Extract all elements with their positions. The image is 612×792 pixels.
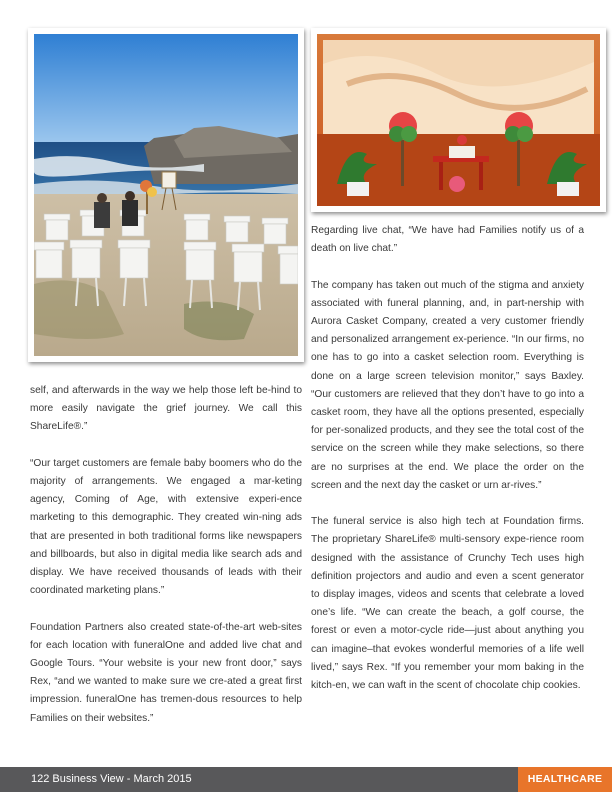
paragraph: Regarding live chat, “We have had Families notify us of a death on live chat.” <box>311 225 584 255</box>
beach-memorial-photo <box>28 28 304 362</box>
beach-memorial-image <box>34 34 298 356</box>
left-text-column <box>30 382 302 746</box>
paragraph: The company has taken out much of the stigma and anxiety associated with funeral planning, and, in part-nership with Aurora Casket Company, created a very customer friendly and personalized arrangement ex-perience. “In our firms, no one has to go into a casket selection room. Everything is done on a large screen television monitor,” says Baxley. “Our customers are relieved that they don’t have to go into a casket room, they have all the options presented, especially for per-sonalized products, and they see the total cost of the service on the screen while they make selections, so there are no surprises at the end. We place the order on the screen and the next day the casket or urn ar-rives.” <box>311 279 584 491</box>
paragraph: self, and afterwards in the way we help those left be-hind to more easily navigate the grief journey. We call this ShareLife®.” <box>30 385 302 433</box>
right-text-column <box>311 222 584 713</box>
sensory-room-image <box>317 34 600 206</box>
paragraph: Foundation Partners also created state-of-the-art web-sites for each location with funeralOne and added live chat and Google Tours. “Your website is your new front door,” says Rex, “and we wanted to make sure we cre-ated a great first impression. funeralOne has tremen-dous resources to help Families on their websites.” <box>30 621 302 724</box>
paragraph: “Our target customers are female baby boomers who do the majority of arrangements. We engaged a mar-keting agency, Coming of Age, with extensive experi-ence marketing to this demographic. They created win-ning ads that are presented in both traditional forms like newspapers and billboards, but also in digital media like search ads and display. We have received thousands of leads with their coordinated marketing plans.” <box>30 457 302 597</box>
section-tag-label: HEALTHCARE <box>527 773 603 785</box>
section-tag <box>518 767 612 792</box>
sensory-room-photo <box>311 28 606 212</box>
footer-page-info: 122 Business View - March 2015 <box>31 773 192 785</box>
page-footer <box>0 767 612 792</box>
paragraph: The funeral service is also high tech at Foundation firms. The proprietary ShareLife® multi-sensory expe-rience room designed with the assistance of Crunchy Tech uses high definition projectors and audio and even a scent generator to display images, videos and scents that celebrate a loved one’s life. “We can create the beach, a golf course, the forest or even a motor-cycle ride—just about anything you can imagine–that evokes wonderful memories of a life well lived,” says Rex. “If you remember your mom baking in the kitch-en, we can waft in the scent of chocolate chip cookies. <box>311 516 584 692</box>
